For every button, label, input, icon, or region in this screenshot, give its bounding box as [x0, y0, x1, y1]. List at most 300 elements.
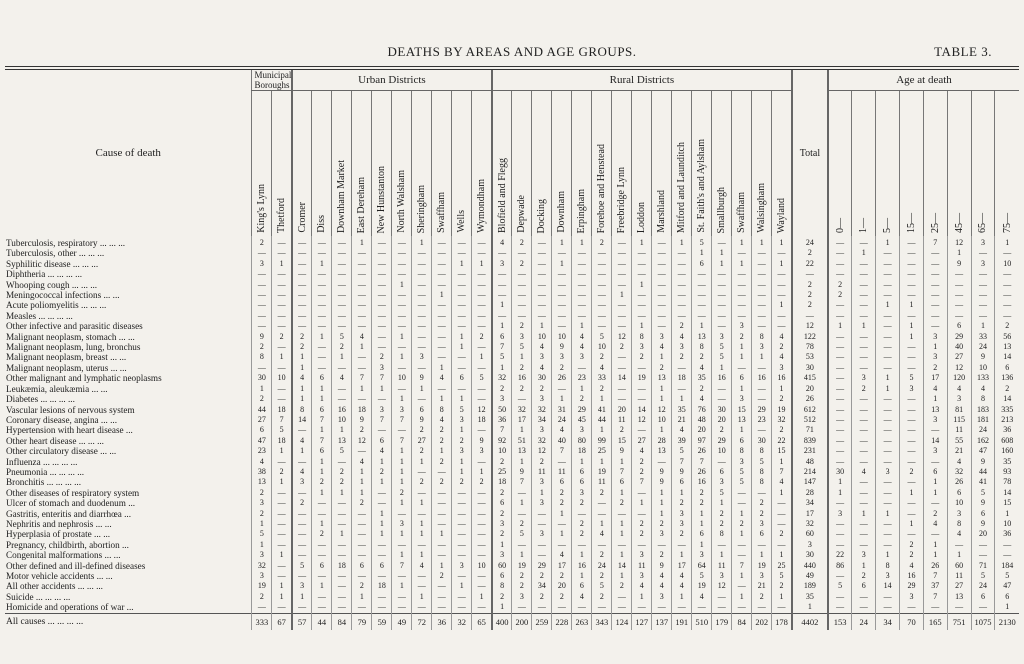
value-cell: — — [472, 290, 492, 300]
value-cell: 13 — [995, 342, 1019, 352]
value-cell: 34 — [532, 415, 552, 425]
column-header — [947, 91, 971, 237]
column-header — [252, 91, 272, 237]
value-cell: 11 — [947, 425, 971, 435]
value-cell: 39 — [672, 436, 692, 446]
value-cell: 76 — [692, 405, 712, 415]
value-cell: — — [472, 236, 492, 248]
value-cell: 10 — [995, 519, 1019, 529]
column-header — [672, 91, 692, 237]
value-cell: — — [472, 342, 492, 352]
value-cell: — — [947, 311, 971, 321]
table-row — [5, 550, 1019, 560]
value-cell: 19 — [772, 405, 792, 415]
value-cell: 36 — [492, 415, 512, 425]
value-cell: 29 — [900, 581, 924, 591]
value-cell: — — [672, 269, 692, 279]
value-cell: 13 — [512, 446, 532, 456]
value-cell: — — [272, 311, 292, 321]
value-cell: — — [828, 342, 852, 352]
value-cell: — — [392, 311, 412, 321]
value-cell: — — [372, 280, 392, 290]
value-cell: — — [772, 290, 792, 300]
value-cell: 9 — [252, 332, 272, 342]
value-cell: 50 — [492, 405, 512, 415]
value-cell: — — [732, 550, 752, 560]
age-header: Age at death — [828, 70, 1019, 91]
value-cell: 1 — [312, 384, 332, 394]
cause-cell: Malignant neoplasm, uterus ... ... — [6, 362, 127, 373]
value-cell: — — [532, 236, 552, 248]
value-cell: — — [372, 602, 392, 613]
value-cell: — — [512, 509, 532, 519]
table-row — [5, 561, 1019, 571]
value-cell: 22 — [828, 550, 852, 560]
value-cell: 1 — [876, 373, 900, 383]
value-cell: 1 — [876, 236, 900, 248]
value-cell: 5 — [732, 467, 752, 477]
value-cell: — — [772, 498, 792, 508]
value-cell: — — [432, 321, 452, 331]
value-cell: 2 — [512, 384, 532, 394]
value-cell: — — [852, 259, 876, 269]
value-cell: — — [923, 280, 947, 290]
value-cell: 1 — [652, 384, 672, 394]
value-cell: 189 — [792, 581, 828, 591]
value-cell: — — [923, 311, 947, 321]
value-cell: — — [923, 457, 947, 467]
value-cell: 23 — [252, 446, 272, 456]
value-cell: 3 — [452, 415, 472, 425]
value-cell: 1 — [252, 540, 272, 550]
value-cell: 1 — [392, 581, 412, 591]
value-cell: 1 — [732, 509, 752, 519]
value-cell: 32 — [947, 467, 971, 477]
value-cell: — — [552, 300, 572, 310]
value-cell: 28 — [792, 488, 828, 498]
cause-cell: Suicide ... ... ... ... — [6, 591, 71, 602]
value-cell: 4 — [900, 561, 924, 571]
value-cell: 1075 — [971, 613, 995, 630]
value-cell: 11 — [632, 561, 652, 571]
value-cell: 4 — [372, 446, 392, 456]
value-cell: — — [612, 384, 632, 394]
value-cell: — — [592, 259, 612, 269]
value-cell: — — [252, 311, 272, 321]
value-cell: 2 — [632, 457, 652, 467]
value-cell: — — [312, 540, 332, 550]
value-cell: — — [828, 248, 852, 258]
value-cell: — — [828, 592, 852, 602]
value-cell: 1 — [632, 321, 652, 331]
value-cell: 3 — [572, 352, 592, 362]
value-cell: 1 — [472, 259, 492, 269]
value-cell: 6 — [572, 581, 592, 591]
value-cell: — — [272, 280, 292, 290]
value-cell: — — [876, 352, 900, 362]
value-cell: — — [392, 602, 412, 613]
value-cell: 31 — [552, 405, 572, 415]
value-cell: 6 — [492, 571, 512, 581]
cause-cell: Ulcer of stomach and duodenum ... — [6, 498, 136, 509]
value-cell: — — [432, 342, 452, 352]
value-cell: 16 — [900, 571, 924, 581]
column-header — [532, 91, 552, 237]
value-cell: 4 — [592, 363, 612, 373]
value-cell: 4 — [672, 425, 692, 435]
value-cell: — — [512, 269, 532, 279]
value-cell: 1 — [692, 321, 712, 331]
value-cell: 1 — [612, 550, 632, 560]
value-cell: 4 — [652, 571, 672, 581]
value-cell: — — [292, 259, 312, 269]
value-cell: 1 — [876, 384, 900, 394]
value-cell: 153 — [828, 613, 852, 630]
value-cell: — — [772, 519, 792, 529]
column-header-label: New Hunstanton — [376, 165, 388, 233]
value-cell: — — [995, 550, 1019, 560]
value-cell: 3 — [712, 477, 732, 487]
value-cell: 1 — [352, 467, 372, 477]
value-cell: 1 — [732, 592, 752, 602]
value-cell: 14 — [995, 394, 1019, 404]
value-cell: — — [272, 498, 292, 508]
value-cell: 5 — [828, 581, 852, 591]
value-cell: — — [352, 571, 372, 581]
value-cell: 51 — [512, 436, 532, 446]
cause-cell: Malignant neoplasm, lung, bronchus — [6, 342, 141, 353]
value-cell: 40 — [947, 342, 971, 352]
value-cell: — — [512, 394, 532, 404]
value-cell: 4 — [672, 332, 692, 342]
value-cell: 14 — [923, 436, 947, 446]
value-cell: 37 — [923, 581, 947, 591]
column-header — [412, 91, 432, 237]
value-cell: — — [712, 321, 732, 331]
value-cell: 26 — [792, 394, 828, 404]
value-cell: — — [472, 571, 492, 581]
value-cell: 3 — [372, 363, 392, 373]
value-cell: — — [352, 363, 372, 373]
value-cell: 3 — [712, 332, 732, 342]
value-cell: — — [852, 446, 876, 456]
value-cell: 1 — [372, 477, 392, 487]
value-cell: — — [332, 363, 352, 373]
value-cell: — — [923, 529, 947, 539]
value-cell: — — [828, 425, 852, 435]
value-cell: 4 — [292, 467, 312, 477]
value-cell: 18 — [372, 581, 392, 591]
value-cell: — — [612, 311, 632, 321]
value-cell: — — [432, 602, 452, 613]
value-cell: — — [452, 498, 472, 508]
value-cell: — — [876, 425, 900, 435]
value-cell: 48 — [792, 457, 828, 467]
table-row — [5, 529, 1019, 539]
cause-cell: Malignant neoplasm, stomach ... ... — [6, 331, 135, 342]
value-cell: 1 — [452, 581, 472, 591]
value-cell: 3 — [971, 259, 995, 269]
value-cell: 1 — [472, 467, 492, 477]
value-cell: — — [532, 290, 552, 300]
value-cell: — — [432, 592, 452, 602]
value-cell: 7 — [552, 446, 572, 456]
value-cell: — — [272, 384, 292, 394]
value-cell: — — [272, 236, 292, 248]
value-cell: 4 — [852, 467, 876, 477]
value-cell: 19 — [752, 561, 772, 571]
value-cell: 1 — [252, 384, 272, 394]
value-cell: 751 — [947, 613, 971, 630]
value-cell: 2130 — [995, 613, 1019, 630]
value-cell: — — [971, 300, 995, 310]
value-cell: 162 — [971, 436, 995, 446]
value-cell: — — [828, 602, 852, 613]
value-cell: — — [512, 540, 532, 550]
value-cell: 7 — [512, 477, 532, 487]
value-cell: 8 — [752, 446, 772, 456]
value-cell: — — [352, 446, 372, 456]
value-cell: 1 — [492, 321, 512, 331]
table-row — [5, 342, 1019, 352]
value-cell: — — [852, 342, 876, 352]
value-cell: — — [852, 311, 876, 321]
value-cell: 2 — [792, 290, 828, 300]
column-header-label: Docking — [536, 198, 548, 233]
value-cell: — — [432, 540, 452, 550]
value-cell: — — [352, 519, 372, 529]
value-cell: 19 — [632, 373, 652, 383]
value-cell: 7 — [392, 415, 412, 425]
value-cell: 3 — [732, 394, 752, 404]
column-header-label: St. Faith's and Aylsham — [696, 139, 708, 233]
value-cell: — — [472, 321, 492, 331]
value-cell: 333 — [252, 613, 272, 630]
value-cell: 1 — [672, 550, 692, 560]
value-cell: 7 — [312, 415, 332, 425]
value-cell: — — [312, 498, 332, 508]
value-cell: — — [312, 248, 332, 258]
value-cell: 17 — [672, 561, 692, 571]
value-cell: — — [392, 290, 412, 300]
value-cell: 6 — [971, 592, 995, 602]
value-cell: 6 — [352, 561, 372, 571]
value-cell: 1 — [732, 259, 752, 269]
value-cell: — — [552, 540, 572, 550]
value-cell: 10 — [592, 342, 612, 352]
value-cell: 9 — [472, 436, 492, 446]
value-cell: — — [512, 290, 532, 300]
value-cell: 5 — [732, 477, 752, 487]
value-cell: 120 — [947, 373, 971, 383]
value-cell: — — [672, 311, 692, 321]
value-cell: — — [292, 529, 312, 539]
value-cell: — — [828, 415, 852, 425]
value-cell: — — [332, 248, 352, 258]
value-cell: 44 — [252, 405, 272, 415]
value-cell: 32 — [252, 561, 272, 571]
value-cell: 1 — [772, 259, 792, 269]
value-cell: 7 — [632, 477, 652, 487]
column-header — [923, 91, 947, 237]
value-cell: 4 — [652, 342, 672, 352]
value-cell: 4 — [572, 332, 592, 342]
table-row — [5, 280, 1019, 290]
value-cell: — — [712, 394, 732, 404]
value-cell: 1 — [900, 332, 924, 342]
value-cell: 5 — [995, 571, 1019, 581]
value-cell: 6 — [995, 363, 1019, 373]
value-cell: 21 — [752, 581, 772, 591]
value-cell: — — [672, 259, 692, 269]
value-cell: — — [452, 248, 472, 258]
value-cell: — — [412, 509, 432, 519]
value-cell: 3 — [923, 446, 947, 456]
value-cell: 6 — [312, 373, 332, 383]
value-cell: 3 — [452, 446, 472, 456]
value-cell: 1 — [452, 467, 472, 477]
cause-cell: Hyperplasia of prostate ... ... — [6, 529, 111, 540]
value-cell: — — [947, 300, 971, 310]
value-cell: 4 — [492, 236, 512, 248]
value-cell: — — [732, 363, 752, 373]
table-row — [5, 457, 1019, 467]
value-cell: 1 — [332, 352, 352, 362]
column-header — [692, 91, 712, 237]
value-cell: — — [272, 509, 292, 519]
value-cell: 3 — [971, 236, 995, 248]
value-cell: — — [452, 488, 472, 498]
value-cell: 4 — [552, 550, 572, 560]
value-cell: 1 — [772, 457, 792, 467]
value-cell: 1 — [512, 498, 532, 508]
value-cell: 1 — [472, 352, 492, 362]
value-cell: — — [900, 259, 924, 269]
value-cell: 1 — [732, 342, 752, 352]
value-cell: 14 — [612, 561, 632, 571]
value-cell: 5 — [900, 373, 924, 383]
value-cell: — — [412, 300, 432, 310]
table-row — [5, 394, 1019, 404]
value-cell: — — [971, 290, 995, 300]
value-cell: 1 — [876, 300, 900, 310]
value-cell: — — [971, 550, 995, 560]
urban-header: Urban Districts — [292, 70, 492, 91]
value-cell: 1 — [772, 592, 792, 602]
value-cell: 24 — [971, 342, 995, 352]
value-cell: — — [632, 488, 652, 498]
value-cell: — — [900, 405, 924, 415]
cause-cell: Diabetes ... ... ... ... — [6, 394, 75, 405]
value-cell: — — [828, 236, 852, 248]
cause-cell: Gastritis, enteritis and diarrhœa ... — [6, 508, 132, 519]
value-cell: — — [752, 248, 772, 258]
column-header — [372, 91, 392, 237]
value-cell: — — [332, 269, 352, 279]
column-header-label: Wells — [456, 210, 468, 233]
value-cell: — — [900, 342, 924, 352]
value-cell: — — [712, 311, 732, 321]
value-cell: — — [372, 290, 392, 300]
value-cell: — — [900, 446, 924, 456]
value-cell: 6 — [372, 561, 392, 571]
value-cell: 2 — [592, 571, 612, 581]
value-cell: 8 — [692, 342, 712, 352]
value-cell: 1 — [692, 519, 712, 529]
value-cell: 1 — [712, 498, 732, 508]
value-cell: 1 — [732, 529, 752, 539]
value-cell: 41 — [971, 477, 995, 487]
value-cell: 20 — [612, 405, 632, 415]
value-cell: 1 — [900, 300, 924, 310]
value-cell: — — [852, 363, 876, 373]
value-cell: 4 — [692, 363, 712, 373]
value-cell: 6 — [712, 467, 732, 477]
value-cell: 1 — [572, 236, 592, 248]
value-cell: 6 — [312, 405, 332, 415]
value-cell: — — [432, 259, 452, 269]
value-cell: — — [612, 592, 632, 602]
value-cell: — — [772, 311, 792, 321]
value-cell: 2 — [672, 498, 692, 508]
value-cell: 1 — [432, 529, 452, 539]
value-cell: 21 — [947, 446, 971, 456]
value-cell: 7 — [492, 425, 512, 435]
value-cell: 26 — [692, 467, 712, 477]
value-cell: — — [712, 300, 732, 310]
value-cell: 1 — [923, 540, 947, 550]
value-cell: 1 — [852, 509, 876, 519]
value-cell: 9 — [971, 498, 995, 508]
value-cell: 2 — [552, 571, 572, 581]
value-cell: — — [923, 425, 947, 435]
value-cell: 5 — [692, 571, 712, 581]
value-cell: 30 — [752, 436, 772, 446]
value-cell: 1 — [632, 236, 652, 248]
value-cell: 1 — [412, 519, 432, 529]
value-cell: 1 — [995, 602, 1019, 613]
value-cell: — — [772, 540, 792, 550]
value-cell: — — [352, 280, 372, 290]
value-cell: — — [876, 457, 900, 467]
value-cell: 93 — [995, 467, 1019, 477]
value-cell: 13 — [252, 477, 272, 487]
column-header-label: King's Lynn — [256, 184, 268, 233]
value-cell: — — [272, 394, 292, 404]
value-cell: — — [372, 259, 392, 269]
value-cell: 44 — [592, 415, 612, 425]
value-cell: — — [372, 332, 392, 342]
value-cell: 4 — [352, 457, 372, 467]
value-cell: 1 — [452, 425, 472, 435]
value-cell: — — [612, 509, 632, 519]
value-cell: — — [772, 280, 792, 290]
cause-cell: Vascular lesions of nervous system — [6, 404, 135, 415]
value-cell: 2 — [432, 425, 452, 435]
value-cell: 1 — [392, 498, 412, 508]
table-row — [5, 446, 1019, 456]
value-cell: 124 — [612, 613, 632, 630]
value-cell: — — [352, 550, 372, 560]
value-cell: 5 — [332, 446, 352, 456]
value-cell: 1 — [592, 425, 612, 435]
value-cell: 8 — [712, 529, 732, 539]
value-cell: 1 — [672, 592, 692, 602]
value-cell: 4 — [772, 332, 792, 342]
value-cell: 1 — [412, 529, 432, 539]
value-cell: 1 — [292, 394, 312, 404]
value-cell: 3 — [532, 352, 552, 362]
